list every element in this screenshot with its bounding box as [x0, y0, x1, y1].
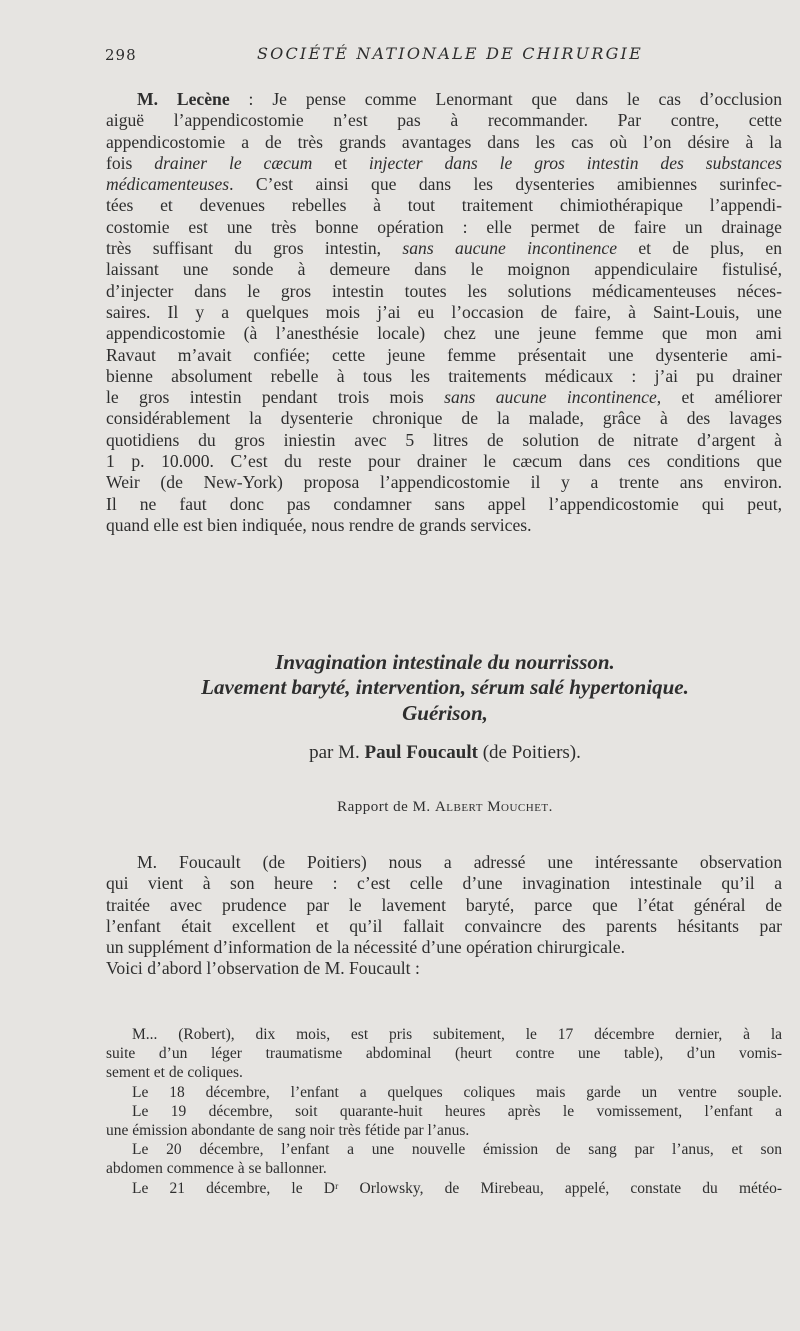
lecene-line: Weir (de New-York) proposa l’appendicostomie il y a trente ans environ. — [106, 472, 782, 493]
speaker-name: M. Lecène — [137, 89, 230, 109]
byline — [100, 742, 790, 764]
lecene-line: quand elle est bien indiquée, nous rendre de grands services. — [106, 514, 532, 535]
lecene-line: appendicostomie a de très grands avantages dans les cas où l’on désire à la — [106, 131, 782, 152]
lecene-line: bienne absolument rebelle à tous les traitements médicaux : j’ai pu drainer — [106, 365, 782, 386]
observation-line: M... (Robert), dix mois, est pris subitement, le 17 décembre dernier, à la — [132, 1026, 782, 1043]
lecene-line: Il ne faut donc pas condamner sans appel l’appendicostomie qui peut, — [106, 493, 782, 514]
lecene-line: costomie est une très bonne opération : elle permet de faire un drainage — [106, 216, 782, 237]
intro-line: M. Foucault (de Poitiers) nous a adressé une intéressante observation — [137, 852, 782, 872]
observation-line: une émission abondante de sang noir très fétide par l’anus. — [106, 1122, 470, 1140]
lecene-paragraph — [106, 89, 782, 536]
lecene-line: tées et devenues rebelles à tout traitement chimiothérapique l’appendi- — [106, 195, 782, 216]
author-name: Paul Foucault — [364, 742, 478, 763]
intro-line: Voici d’abord l’observation de M. Foucault : — [106, 958, 420, 979]
rapport-line — [100, 799, 790, 816]
lecene-line: considérablement la dysenterie chronique de la malade, grâce à des lavages — [106, 408, 782, 429]
observation-line: Le 19 décembre, soit quarante-huit heures après le vomissement, l’enfant a — [132, 1102, 782, 1120]
page-number: 298 — [105, 46, 137, 64]
byline-prefix: par M. — [309, 742, 365, 763]
observation-line: Le 21 décembre, le Dʳ Orlowsky, de Mirebeau, appelé, constate du météo- — [132, 1179, 782, 1197]
article-title-line-2: Lavement baryté, intervention, sérum salé hypertonique. — [201, 675, 689, 699]
lecene-line: laissant une sonde à demeure dans le moignon appendiculaire fistulisé, — [106, 259, 782, 280]
byline-suffix: (de Poitiers). — [477, 742, 581, 763]
lecene-line: appendicostomie (à l’anesthésie locale) chez une jeune femme que mon ami — [106, 323, 782, 344]
observation-line: Le 18 décembre, l’enfant a quelques coliques mais garde un ventre souple. — [132, 1083, 782, 1101]
observation-line: Le 20 décembre, l’enfant a une nouvelle émission de sang par l’anus, et son — [132, 1141, 782, 1159]
intro-line: traitée avec prudence par le lavement baryté, parce que l’état général de — [106, 894, 782, 915]
running-title: SOCIÉTÉ NATIONALE DE CHIRURGIE — [257, 44, 643, 63]
lecene-line: médicamenteuses. C’est ainsi que dans les dysenteries amibiennes surinfec- — [106, 174, 782, 195]
lecene-line: le gros intestin pendant trois mois sans aucune incontinence, et améliorer — [106, 387, 782, 408]
article-title-line-3: Guérison, — [402, 701, 488, 725]
running-header — [105, 44, 785, 68]
lecene-line: aiguë l’appendicostomie n’est pas à recommander. Par contre, cette — [106, 110, 782, 131]
observation-line: abdomen commence à se ballonner. — [106, 1160, 327, 1178]
foucault-intro-paragraph — [106, 852, 782, 980]
lecene-line: fois drainer le cæcum et injecter dans le gros intestin des substances — [106, 152, 782, 173]
observation-line: suite d’un léger traumatisme abdominal (heurt contre une table), d’un vomis- — [106, 1045, 782, 1063]
observation-text — [106, 1025, 782, 1198]
lecene-line: saires. Il y a quelques mois j’ai eu l’occasion de faire, à Saint-Louis, une — [106, 301, 782, 322]
rapport-prefix: Rapport de M. — [337, 799, 435, 815]
lecene-line: Ravaut m’avait confiée; cette jeune femme présentait une dysenterie ami- — [106, 344, 782, 365]
intro-line: qui vient à son heure : c’est celle d’une invagination intestinale qu’il a — [106, 873, 782, 894]
lecene-line: d’injecter dans le gros intestin toutes les solutions médicamenteuses néces- — [106, 280, 782, 301]
article-title-line-1: Invagination intestinale du nourrisson. — [275, 650, 615, 674]
observation-line: sement et de coliques. — [106, 1064, 243, 1082]
intro-line: l’enfant était excellent et qu’il fallait convaincre des parents hésitants par — [106, 915, 782, 936]
rapporteur-name: Albert Mouchet. — [434, 799, 553, 815]
intro-line: un supplément d’information de la nécessité d’une opération chirurgicale. — [106, 937, 626, 958]
lecene-line: très suffisant du gros intestin, sans aucune incontinence et de plus, en — [106, 238, 782, 259]
lecene-line: quotidiens du gros iniestin avec 5 litres de solution de nitrate d’argent à — [106, 429, 782, 450]
lecene-line: 1 p. 10.000. C’est du reste pour drainer le cæcum dans ces conditions que — [106, 451, 782, 472]
lecene-line: M. Lecène : Je pense comme Lenormant que dans le cas d’occlusion — [137, 89, 782, 109]
